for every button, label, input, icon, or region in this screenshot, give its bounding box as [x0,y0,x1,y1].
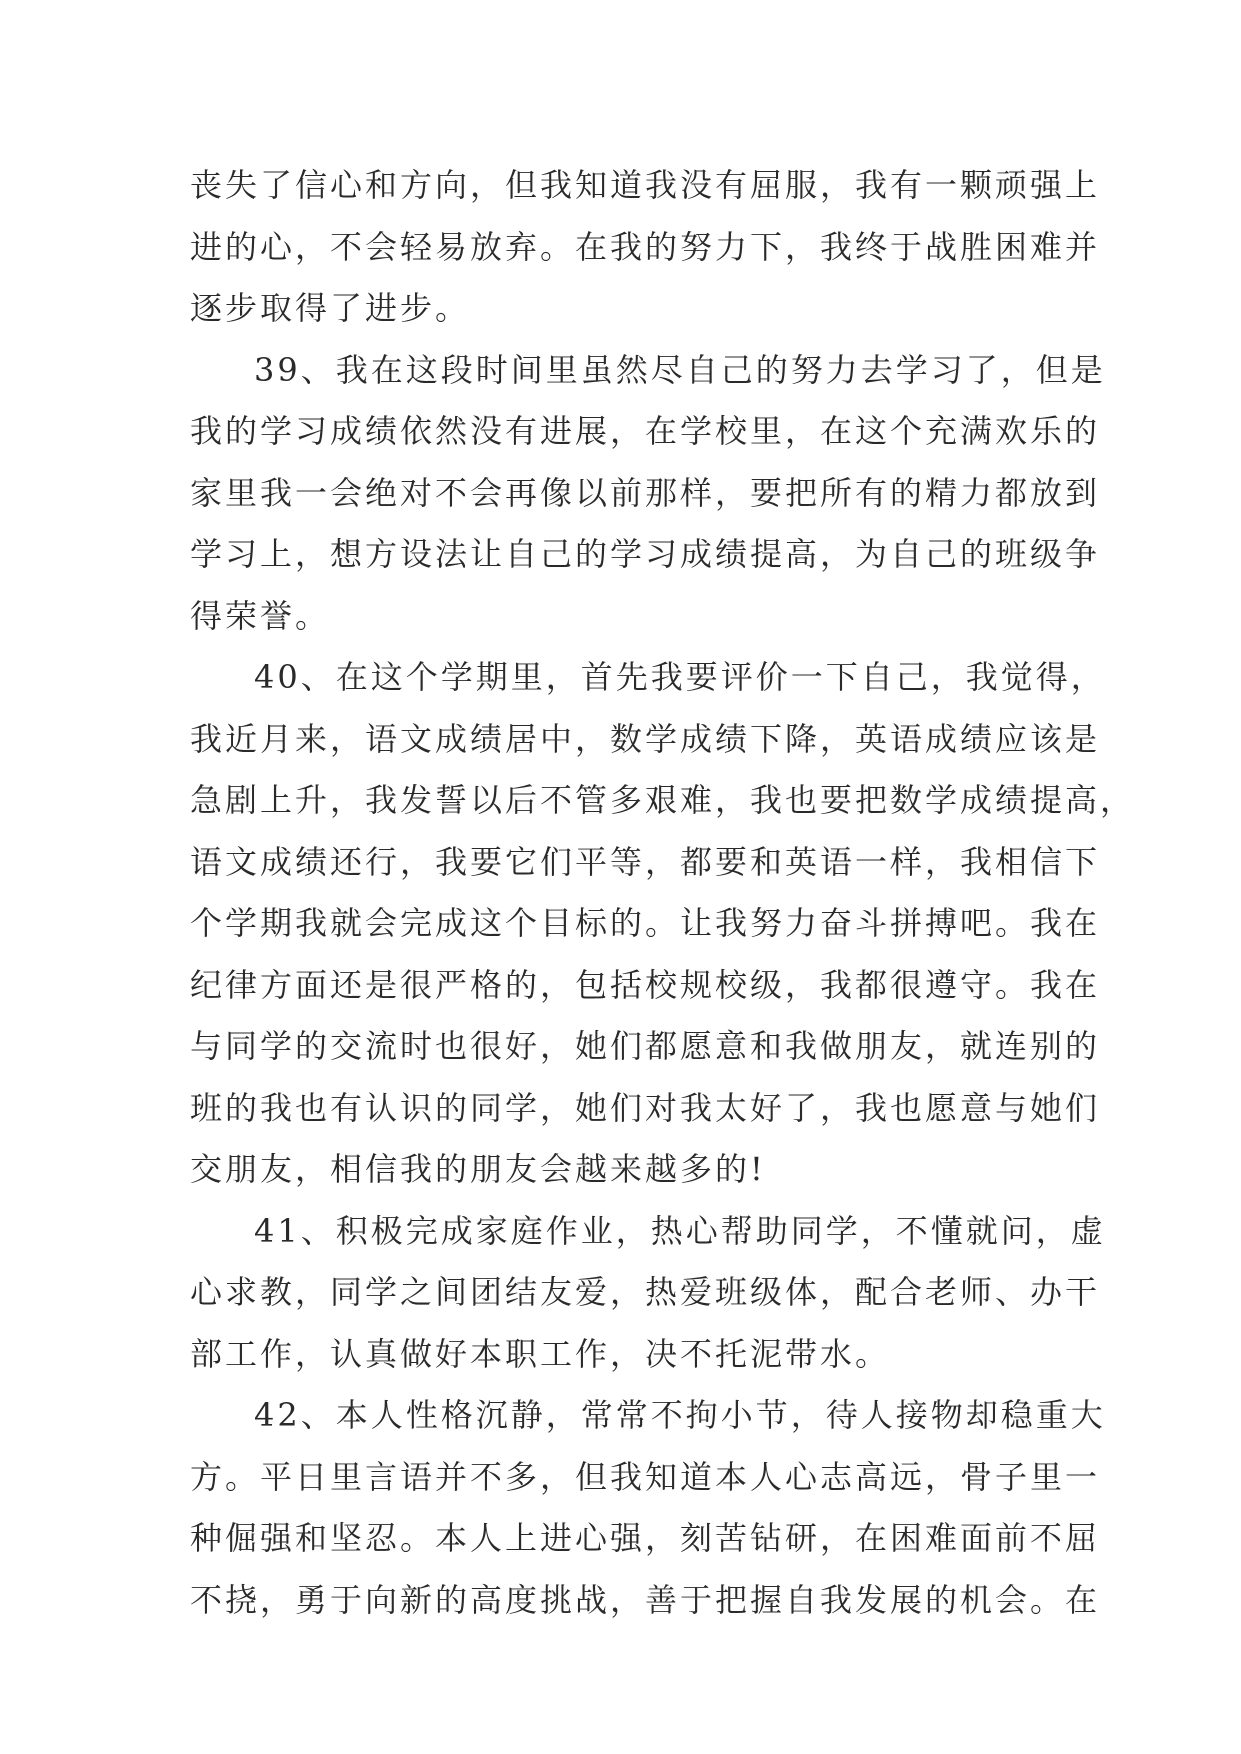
text-line: 41、积极完成家庭作业，热心帮助同学，不懂就问，虚 [254,1211,1106,1250]
text-line: 部工作，认真做好本职工作，决不托泥带水。 [190,1334,891,1373]
text-line: 39、我在这段时间里虽然尽自己的努力去学习了，但是 [254,350,1106,389]
text-line: 方。平日里言语并不多，但我知道本人心志高远，骨子里一 [190,1457,1101,1496]
text-line: 种倔强和坚忍。本人上进心强，刻苦钻研，在困难面前不屈 [190,1519,1101,1557]
body-text [190,155,1136,1631]
text-line: 班的我也有认识的同学，她们对我太好了，我也愿意与她们 [190,1088,1101,1127]
text-line: 与同学的交流时也很好，她们都愿意和我做朋友，就连别的 [190,1027,1101,1065]
text-line: 不挠，勇于向新的高度挑战，善于把握自我发展的机会。在 [190,1580,1101,1619]
text-line: 42、本人性格沉静，常常不拘小节，待人接物却稳重大 [254,1396,1106,1434]
text-line: 进的心，不会轻易放弃。在我的努力下，我终于战胜困难并 [190,227,1101,266]
text-line: 个学期我就会完成这个目标的。让我努力奋斗拼搏吧。我在 [190,904,1101,942]
text-line: 纪律方面还是很严格的，包括校规校级，我都很遵守。我在 [190,965,1101,1004]
text-line: 40、在这个学期里，首先我要评价一下自己，我觉得， [254,658,1106,696]
text-line: 语文成绩还行，我要它们平等，都要和英语一样，我相信下 [190,842,1101,881]
text-line: 我的学习成绩依然没有进展，在学校里，在这个充满欢乐的 [190,412,1101,450]
text-line: 心求教，同学之间团结友爱，热爱班级体，配合老师、办干 [190,1273,1101,1311]
text-line: 丧失了信心和方向，但我知道我没有屈服，我有一颗顽强上 [190,166,1101,204]
text-line: 得荣誉。 [190,596,331,635]
text-line: 急剧上升，我发誓以后不管多艰难，我也要把数学成绩提高， [190,781,1136,819]
text-line: 学习上，想方设法让自己的学习成绩提高，为自己的班级争 [190,535,1101,573]
text-line: 家里我一会绝对不会再像以前那样，要把所有的精力都放到 [190,473,1101,512]
text-line: 逐步取得了进步。 [190,289,471,327]
text-line: 我近月来，语文成绩居中，数学成绩下降，英语成绩应该是 [190,719,1101,758]
text-line: 交朋友，相信我的朋友会越来越多的! [190,1150,766,1188]
